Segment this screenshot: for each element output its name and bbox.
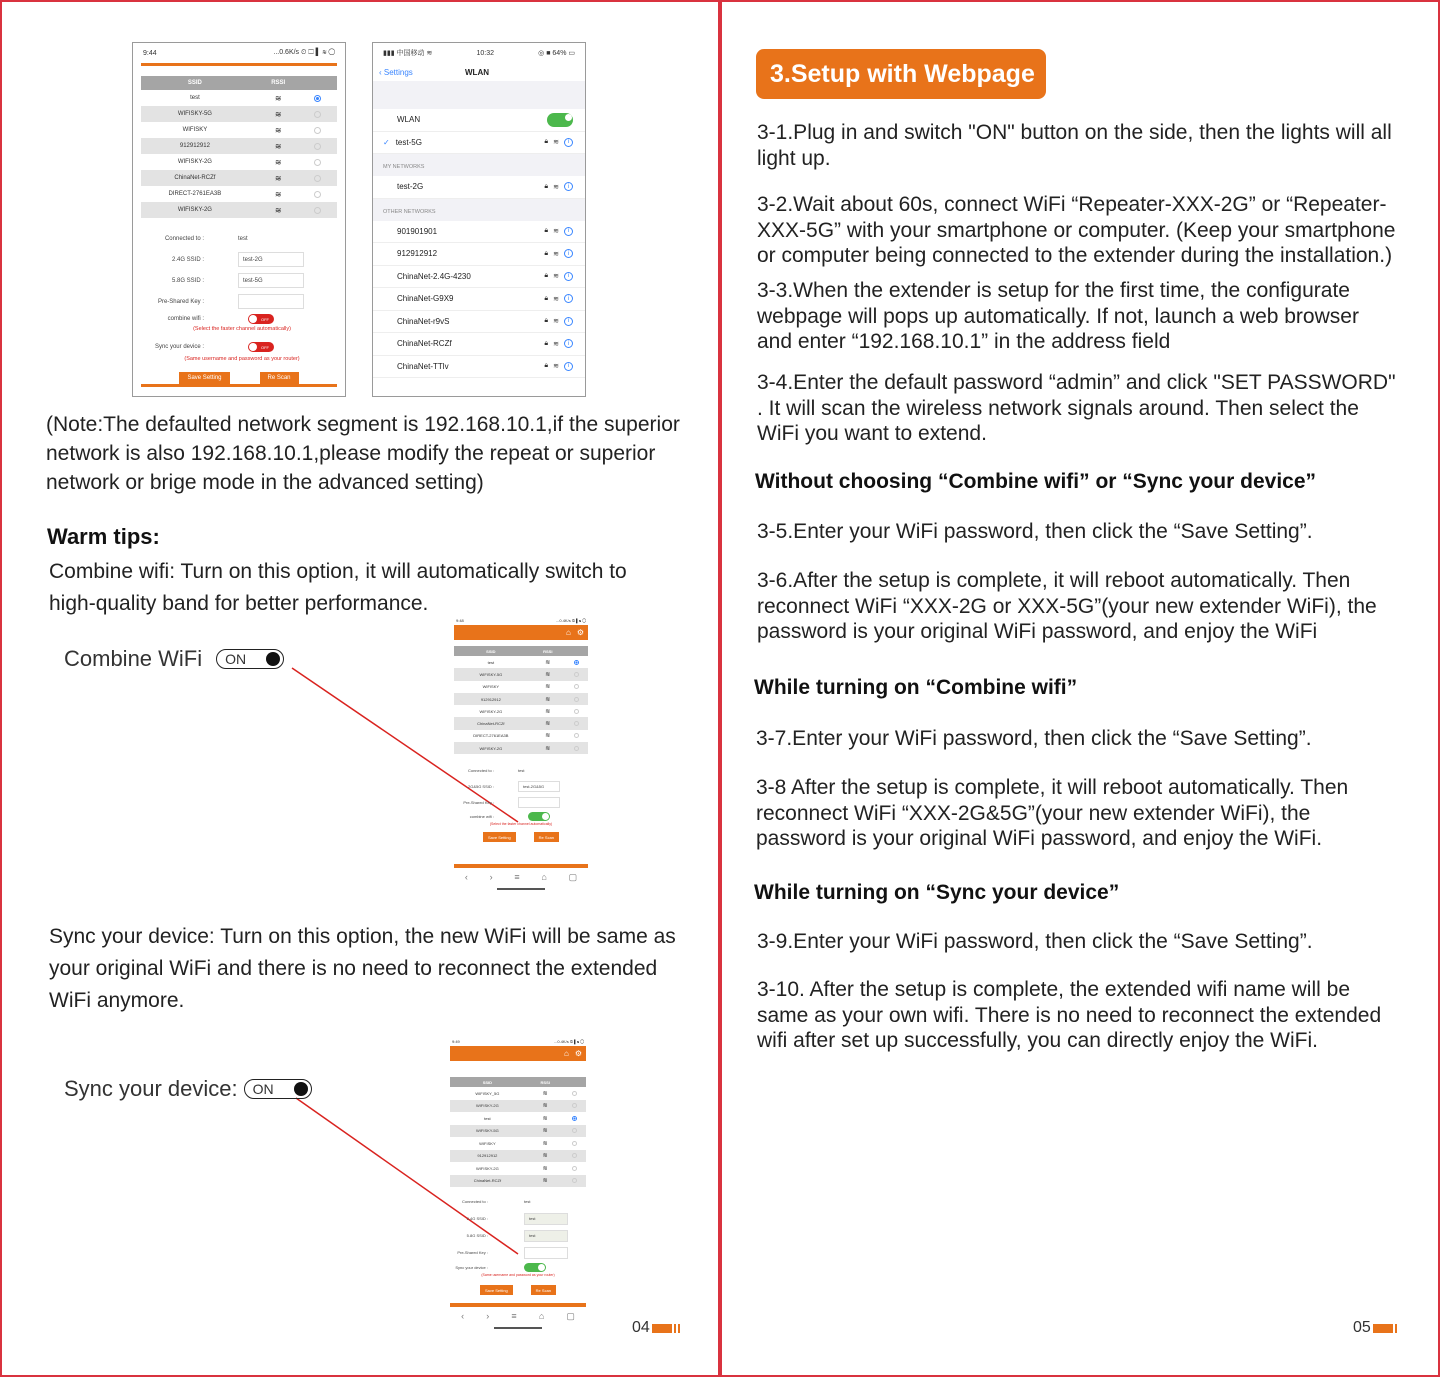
wifi-network-row[interactable] (454, 656, 588, 668)
info-icon[interactable]: i (564, 272, 573, 281)
lock-icon: 🔒︎ (544, 294, 549, 302)
back-icon[interactable]: ‹ (461, 1311, 465, 1321)
wifi-network-row[interactable] (454, 668, 588, 680)
network-ssid: test (484, 1115, 491, 1121)
network-ssid: WIFISKY-2G (476, 1165, 499, 1171)
status-icons: ...0.6K/s ⏲ ☐ ▌ ≋ ◯ (273, 49, 335, 56)
other-networks-header: OTHER NETWORKS (373, 199, 585, 221)
wifi-signal-icon: ≋ (274, 205, 282, 215)
wifi-signal-icon: ≋ (545, 733, 551, 740)
network-ssid: WIFISKY-5G (476, 1128, 499, 1134)
step-3-5: 3-5.Enter your WiFi password, then click the “Save Setting”. (757, 520, 1313, 543)
page-number-right: 05 (1353, 1319, 1397, 1337)
ssid-24g-row: 2.4G SSID : test (450, 1210, 586, 1227)
radio-icon[interactable] (574, 709, 579, 714)
network-name: 901901901 (397, 226, 438, 236)
radio-icon[interactable] (574, 660, 579, 665)
radio-icon[interactable] (574, 672, 579, 677)
step-3-9: 3-9.Enter your WiFi password, then click the “Save Setting”. (757, 930, 1313, 953)
wifi-icon: ≋ (553, 295, 559, 303)
wifi-network-row[interactable] (454, 681, 588, 693)
step-3-10: 3-10. After the setup is complete, the extended wifi name will be same as your own wifi. There is no need to reconnect the extended wifi after set up successfully, you can directly enjoy the WiFi. (757, 978, 1382, 1052)
tabs-icon[interactable]: ▢ (566, 1310, 575, 1321)
radio-icon[interactable] (572, 1153, 577, 1158)
network-ssid: DIRECT-2761EA3B (473, 733, 509, 739)
wifi-signal-icon: ≋ (545, 671, 551, 678)
info-icon[interactable]: i (564, 138, 573, 147)
wifi-signal-icon: ≋ (274, 125, 282, 135)
note-text: (Note:The defaulted network segment is 192.168.10.1,if the superior network is also 192.168.10.1,please modify the repeat or superior network or brige mode in the advanced setting) (46, 413, 680, 494)
radio-icon[interactable] (574, 684, 579, 689)
wifi-icon: ≋ (553, 318, 559, 326)
combine-on-toggle: ON (216, 649, 284, 669)
wifi-signal-icon: ≋ (545, 745, 551, 752)
network-name: ChinaNet-G9X9 (397, 294, 454, 304)
network-ssid: DIRECT-2761EA3B (168, 191, 222, 197)
wifi-signal-icon: ≋ (545, 696, 551, 703)
step-3-2: 3-2.Wait about 60s, connect WiFi “Repeater-XXX-2G” or “Repeater-XXX-5G” with your smartphone or computer. (Keep your smartphone or computer being connected to the extender during the installation.) (757, 193, 1396, 267)
my-networks-header: MY NETWORKS (373, 154, 585, 176)
ssid-24g-row: 2.4G SSID : test-2G (139, 249, 345, 270)
home-icon[interactable]: ⌂ (538, 1311, 545, 1321)
wlan-title: WLAN (465, 67, 489, 77)
info-icon[interactable]: i (564, 182, 573, 191)
wifi-network-row[interactable] (450, 1112, 586, 1125)
step-3-7: 3-7.Enter your WiFi password, then click the “Save Setting”. (756, 727, 1312, 750)
lock-icon: 🔒︎ (544, 249, 549, 257)
info-icon[interactable]: i (564, 362, 573, 371)
network-ssid: WIFISKY-5G (177, 111, 212, 117)
wifi-signal-icon: ≋ (542, 1115, 548, 1122)
wlan-toggle-row: WLAN (373, 109, 585, 132)
lock-icon: 🔒︎ (544, 339, 549, 347)
wifi-signal-icon: ≋ (274, 189, 282, 199)
menu-icon[interactable]: ≡ (511, 1311, 517, 1321)
radio-icon[interactable] (574, 746, 579, 751)
info-icon[interactable]: i (564, 339, 573, 348)
wifi-network-row[interactable] (450, 1125, 586, 1138)
sync-device-text: Sync your device: Turn on this option, the new WiFi will be same as your original WiFi and there is no need to reconnect the extended WiFi anymore. (49, 925, 676, 1012)
sync-toggle[interactable] (524, 1263, 546, 1272)
wifi-icon: ≋ (553, 273, 559, 281)
carrier: ▮▮▮ 中国移动 ≋ (383, 50, 433, 57)
home-icon[interactable]: ⌂ (565, 628, 571, 637)
wifi-network-row[interactable] (454, 730, 588, 742)
combine-hint: (Select the faster channel automatically) (193, 326, 291, 332)
sync-hint: (Same username and password as your router) (481, 1273, 555, 1277)
network-ssid: test (487, 659, 495, 665)
lock-icon: 🔒︎ (544, 227, 549, 235)
lock-icon: 🔒︎ (544, 272, 549, 280)
network-ssid: ChinaNet-RCZf (174, 175, 216, 181)
lock-icon: 🔒︎ (544, 362, 549, 370)
network-name: ChinaNet-2.4G-4230 (397, 271, 471, 281)
app-header (454, 625, 588, 640)
radio-icon[interactable] (572, 1091, 577, 1096)
status-time: 9:44 (143, 49, 157, 57)
radio-icon[interactable] (572, 1141, 577, 1146)
page-number-left: 04 (632, 1319, 680, 1337)
wifi-signal-icon: ≋ (274, 109, 282, 119)
wifi-icon: ≋ (553, 139, 559, 147)
psk-input[interactable] (518, 797, 560, 808)
network-ssid: 912912912 (179, 143, 210, 149)
sync-device-callout: Sync your device: ON (64, 1076, 312, 1102)
heading-without-options: Without choosing “Combine wifi” or “Sync your device” (755, 470, 1317, 493)
ssid-58g-input[interactable]: test-5G (238, 273, 304, 288)
info-icon[interactable]: i (564, 249, 573, 258)
menu-icon[interactable]: ≡ (514, 872, 520, 883)
connected-network-row[interactable]: ✓ test-5G 🔒︎ ≋ i (373, 132, 585, 155)
ssid-58g-row: 5.8G SSID : test-5G (139, 270, 345, 291)
ssid-24g-input[interactable]: test (524, 1213, 568, 1225)
lock-icon: 🔒︎ (544, 138, 549, 146)
radio-icon[interactable] (572, 1103, 577, 1108)
wifi-icon: ≋ (553, 183, 559, 191)
wifi-table-header: SSID RSSI (450, 1077, 586, 1087)
wifi-signal-icon: ≋ (542, 1165, 548, 1172)
tabs-icon[interactable]: ▢ (568, 871, 578, 882)
wifi-signal-icon: ≋ (274, 141, 282, 151)
network-ssid: WIFISKY-2G (479, 745, 503, 751)
heading-sync-device: While turning on “Sync your device” (754, 881, 1120, 904)
combine-row: combine wifi : (454, 810, 588, 822)
save-setting-button[interactable]: Save Setting (179, 372, 229, 384)
forward-icon[interactable]: › (489, 872, 493, 883)
network-ssid: WIFISKY-2G (479, 708, 503, 714)
step-3-8: 3-8 After the setup is complete, it will reboot automatically. Then reconnect WiFi “XXX-2G&5G”(your new extender WiFi), the password is your original WiFi password, and enjoy the WiFi. (756, 776, 1349, 850)
app-header (450, 1046, 586, 1061)
wifi-signal-icon: ≋ (542, 1128, 548, 1135)
wifi-network-row[interactable] (454, 705, 588, 717)
network-ssid: WIFISKY (182, 127, 208, 133)
ssid-row: 2G&5G SSID : test-2G&5G (454, 778, 588, 794)
home-icon[interactable]: ⌂ (563, 1049, 569, 1058)
combine-hint: (Select the faster channel automatically) (489, 822, 553, 827)
connected-row: Connected to : test (461, 1199, 531, 1204)
wifi-icon: ≋ (553, 228, 559, 236)
wifi-icon: ≋ (553, 250, 559, 258)
heading-combine-wifi: While turning on “Combine wifi” (754, 676, 1078, 699)
combine-toggle[interactable]: OFF (248, 314, 274, 324)
combine-wifi-callout: Combine WiFi ON (64, 646, 284, 672)
network-name: ChinaNet-r9vS (397, 316, 450, 326)
psk-row: Pre-Shared Key : (139, 291, 345, 312)
lock-icon: 🔒︎ (544, 182, 549, 190)
network-name: test-2G (397, 182, 424, 192)
android-navbar (450, 1307, 586, 1325)
step-3-1: 3-1.Plug in and switch "ON" button on the side, then the lights will all light up. (757, 121, 1392, 170)
wifi-network-row[interactable] (450, 1175, 586, 1188)
network-name: ChinaNet-RCZf (397, 339, 452, 349)
radio-icon[interactable] (572, 1178, 577, 1183)
psk-row: Pre-Shared Key : (450, 1244, 586, 1261)
wifi-network-row[interactable] (450, 1100, 586, 1113)
check-icon: ✓ (383, 137, 390, 147)
section-title: 3.Setup with Webpage (756, 49, 1046, 99)
wifi-signal-icon: ≋ (542, 1153, 548, 1160)
wifi-network-row[interactable] (454, 742, 588, 754)
sync-hint: (Same username and password as your router) (184, 356, 300, 362)
warm-tips-heading: Warm tips: (47, 524, 160, 549)
wifi-network-row[interactable] (450, 1137, 586, 1150)
rescan-button[interactable]: Re Scan (534, 832, 559, 842)
wifi-signal-icon: ≋ (542, 1178, 548, 1185)
network-name: ChinaNet-TTlv (397, 361, 449, 371)
save-setting-button[interactable]: Save Setting (480, 1285, 513, 1295)
combine-row: combine wifi : OFF (139, 312, 345, 326)
sync-on-toggle: ON (244, 1079, 312, 1099)
network-ssid: WIFISKY-5G (479, 671, 503, 677)
wifi-signal-icon: ≋ (542, 1103, 548, 1110)
ssid-58g-input[interactable]: test (524, 1230, 568, 1242)
sync-toggle[interactable]: OFF (248, 342, 274, 352)
sync-row: Sync your device : (450, 1261, 586, 1273)
radio-icon[interactable] (572, 1116, 577, 1121)
psk-input[interactable] (524, 1247, 568, 1259)
back-button[interactable]: ‹ Settings (379, 67, 413, 77)
psk-row: Pre-Shared Key : (454, 794, 588, 810)
network-name: 912912912 (397, 249, 438, 259)
network-ssid: test (190, 95, 200, 101)
gear-icon[interactable]: ⚙ (576, 628, 584, 637)
step-3-4: 3-4.Enter the default password “admin” and click "SET PASSWORD" . It will scan the wireless network signals around. Then select the WiFi you want to extend. (757, 371, 1396, 445)
wifi-signal-icon: ≋ (274, 173, 282, 183)
radio-icon[interactable] (574, 697, 579, 702)
info-icon[interactable]: i (564, 294, 573, 303)
wifi-signal-icon: ≋ (274, 93, 282, 103)
network-ssid: WIFISKY-2G (476, 1103, 499, 1109)
status-time: 10:32 (476, 49, 495, 57)
info-icon[interactable]: i (564, 227, 573, 236)
step-3-6: 3-6.After the setup is complete, it will reboot automatically. Then reconnect WiFi “XXX-2G or XXX-5G”(your new extender WiFi), the password is your original WiFi password, and enjoy the WiFi (757, 569, 1377, 643)
combine-wifi-text: Combine wifi: Turn on this option, it will automatically switch to high-quality band for better performance. (49, 560, 627, 615)
rescan-button[interactable]: Re Scan (531, 1285, 556, 1295)
network-ssid: 912912912 (480, 696, 501, 702)
wifi-icon: ≋ (553, 363, 559, 371)
radio-icon[interactable] (572, 1166, 577, 1171)
wifi-signal-icon: ≋ (545, 684, 551, 691)
network-ssid: WIFISKY-2G (177, 159, 212, 165)
wifi-signal-icon: ≋ (542, 1140, 548, 1147)
rescan-button[interactable]: Re Scan (260, 372, 299, 384)
radio-icon[interactable] (574, 733, 579, 738)
radio-icon[interactable] (572, 1128, 577, 1133)
wifi-icon: ≋ (553, 340, 559, 348)
phone-screenshot-sync: 9:49 ...0.4K/s ⏲ ▌≋ ◯ ⌂ ⚙ SSID RSSI WIFISKY_5G ≋ WIFISKY-2G ≋ test ≋ WIFISKY-5G ≋ WIFISKY ≋ 912912912 ≋ WIFISKY-2G ≋ ChinaNet-RCZf ≋ Connected to : test 2.4G SSID : test 5.8G SSID : test Pre-Shared Key : Sync your device : (Same username and password as your router) Save Setting Re Scan ‹ › ≡ ⌂ ▢ (450, 1036, 586, 1334)
wifi-signal-icon: ≋ (274, 157, 282, 167)
wifi-signal-icon: ≋ (545, 659, 551, 666)
android-navbar (454, 868, 588, 886)
connected-row: Connected to : test (467, 767, 525, 773)
home-icon[interactable]: ⌂ (541, 872, 547, 883)
network-ssid: ChinaNet-RCZf (477, 721, 505, 727)
wifi-network-row[interactable] (450, 1162, 586, 1175)
network-ssid: WIFISKY_5G (475, 1090, 500, 1096)
sync-row: Sync your device : OFF (139, 338, 345, 356)
radio-icon[interactable] (574, 721, 579, 726)
wifi-network-row[interactable] (450, 1087, 586, 1100)
phone-screenshot-combine: 9:48 ...0.4K/s ⏲ ▌≋ ◯ ⌂ ⚙ SSID RSSI test ≋ WIFISKY-5G ≋ WIFISKY ≋ 912912912 ≋ WIFISKY-2G ≋ ChinaNet-RCZf ≋ DIRECT-2761EA3B ≋ WIFISKY-2G ≋ Connected to : test 2G&5G SSID : test-2G&5G Pre-Shared Key : combine wifi : (Select the faster channel automatically) Save Setting Re Scan ‹ › ≡ ⌂ ▢ (454, 615, 588, 900)
network-ssid: ChinaNet-RCZf (473, 1178, 502, 1184)
wifi-table-header: SSID RSSI (454, 646, 588, 656)
wifi-signal-icon: ≋ (545, 721, 551, 728)
info-icon[interactable]: i (564, 317, 573, 326)
step-3-3: 3-3.When the extender is setup for the first time, the configurate webpage will pops up automatically. If not, launch a web browser and enter “192.168.10.1” in the address field (757, 279, 1359, 353)
ssid-input[interactable]: test-2G&5G (518, 781, 560, 792)
gear-icon[interactable]: ⚙ (574, 1049, 582, 1058)
forward-icon[interactable]: › (486, 1311, 490, 1321)
battery: ◎ ■ 64% ▭ (538, 50, 575, 57)
wifi-network-row[interactable] (450, 1150, 586, 1163)
save-setting-button[interactable]: Save Setting (483, 832, 516, 842)
network-ssid: WIFISKY (479, 1140, 496, 1146)
network-ssid: WIFISKY-2G (177, 207, 212, 213)
wifi-network-row[interactable] (454, 693, 588, 705)
connected-row: Connected to : test (164, 235, 248, 242)
combine-toggle[interactable] (528, 812, 550, 821)
wifi-signal-icon: ≋ (542, 1090, 548, 1097)
network-ssid: WIFISKY (482, 684, 500, 690)
wifi-table-header: SSID RSSI (141, 76, 337, 90)
ssid-58g-row: 5.8G SSID : test (450, 1227, 586, 1244)
ssid-24g-input[interactable]: test-2G (238, 252, 304, 267)
lock-icon: 🔒︎ (544, 317, 549, 325)
back-icon[interactable]: ‹ (464, 872, 468, 883)
network-ssid: 912912912 (477, 1153, 498, 1159)
wifi-signal-icon: ≋ (545, 708, 551, 715)
wifi-network-row[interactable] (454, 717, 588, 729)
